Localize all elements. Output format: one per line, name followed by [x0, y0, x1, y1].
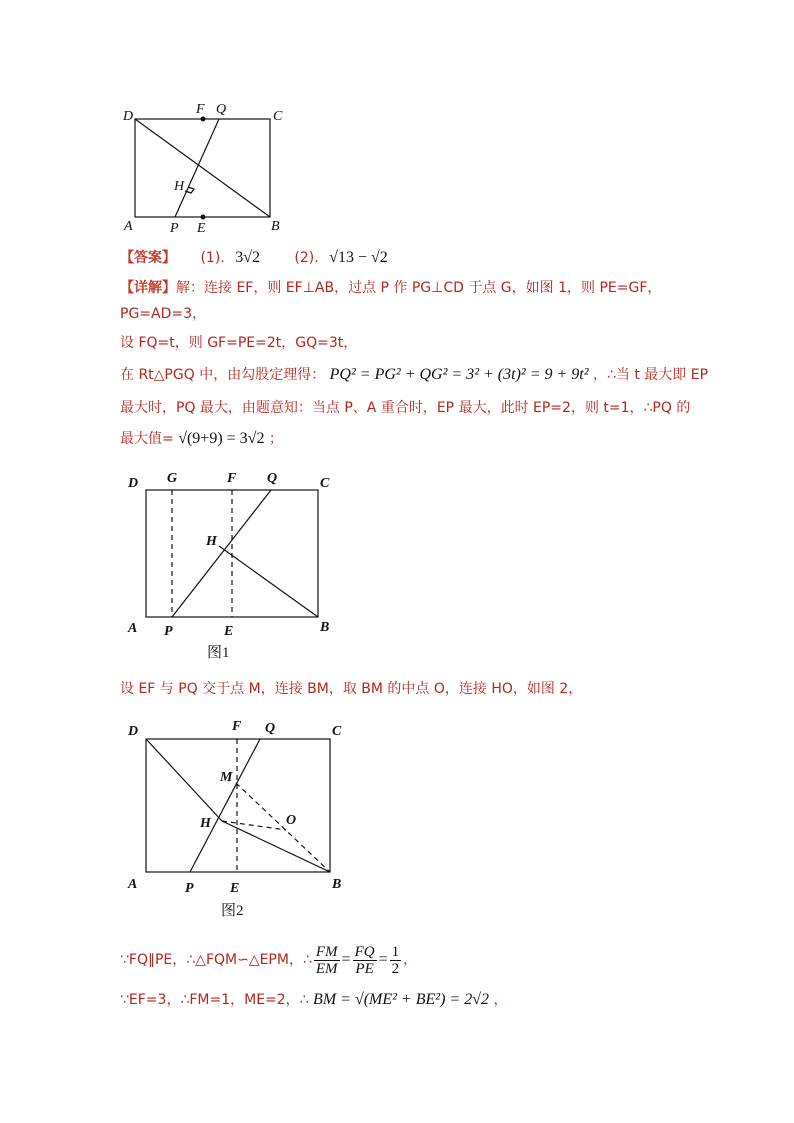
text-line-m: 设 EF 与 PQ 交于点 M，连接 BM，取 BM 的中点 O，连接 HO，如图 2， [120, 681, 583, 697]
fig2-label-a: A [128, 877, 138, 892]
similar-triangles-line: ∵FQ∥PE，∴△FQM∽△EPM，∴ $\frac{FM}{EM}$ = $\frac{FQ}{PE}$ = $\frac{1}{2}$ ， [120, 943, 418, 977]
frac1-denominator: EM [315, 960, 338, 977]
fig2-label-e: E [230, 881, 240, 896]
detail-text-1: 解：连接 EF，则 EF⊥AB，过点 P 作 PG⊥CD 于点 G，如图 1，则 PE=GF， [176, 280, 662, 296]
label-f: F [196, 102, 205, 117]
fig1-label-g: G [167, 471, 178, 486]
answer-part1-number: (1). [200, 250, 225, 266]
fig2-caption: 图2 [221, 903, 244, 919]
frac2-numerator: FQ [354, 943, 375, 960]
fig2-label-p: P [185, 881, 194, 896]
label-a: A [124, 219, 133, 234]
fraction-fq-pe [353, 944, 377, 977]
fig2-label-f: F [232, 719, 242, 734]
fig1-label-e: E [224, 624, 234, 639]
answer-line [120, 248, 388, 268]
bm-formula: BM = √(ME² + BE²) = 2√2 [313, 991, 489, 1008]
similar-text-pre: ∵FQ∥PE，∴△FQM∽△EPM，∴ [120, 952, 312, 968]
fig1-label-h: H [206, 534, 217, 549]
label-h: H [174, 179, 185, 194]
fig2-label-c: C [332, 724, 342, 739]
frac1-numerator: FM [315, 943, 338, 960]
pythagorean-formula: PQ² = PG² + QG² = 3² + (3t)² = 9 + 9t² [329, 366, 589, 383]
fig1-label-p: P [164, 624, 173, 639]
frac3-denominator: 2 [391, 960, 400, 977]
point-e [201, 215, 206, 220]
label-d: D [123, 109, 134, 124]
answer-bracket: 【答案】 [120, 250, 176, 266]
label-p: P [170, 221, 179, 236]
detail-text-6-post: ； [268, 431, 283, 447]
label-q: Q [216, 102, 227, 117]
detail-line-1 [120, 278, 661, 298]
bm-line [120, 990, 507, 1010]
similar-text-post: ， [403, 952, 418, 968]
detail-text-4-pre: 在 Rt△PGQ 中，由勾股定理得： [120, 367, 326, 383]
frac2-denominator: PE [355, 960, 374, 977]
figure-2 [120, 713, 360, 923]
detail-line-4 [120, 365, 708, 385]
point-f [201, 117, 206, 122]
fig2-rectangle [146, 739, 330, 872]
fig2-segment-dh [146, 739, 222, 821]
fig1-label-q: Q [267, 471, 278, 486]
fig1-segment-pq [172, 490, 271, 617]
segment-pq [175, 119, 219, 217]
detail-line-3: 设 FQ=t，则 GF=PE=2t，GQ=3t， [120, 335, 358, 351]
frac3-numerator: 1 [391, 943, 400, 960]
fig2-label-h: H [200, 816, 211, 831]
bm-text-pre: ∵EF=3，∴FM=1，ME=2，∴ [120, 992, 309, 1008]
answer-part2-number: (2). [294, 250, 319, 266]
detail-text-4-post: ，∴当 t 最大即 EP [592, 367, 709, 383]
answer-part2-value: √13 − √2 [329, 249, 388, 266]
fig2-segment-mb [236, 783, 330, 872]
fig2-label-m: M [220, 770, 233, 785]
fig2-label-o: O [286, 813, 297, 828]
fraction-fm-em [314, 944, 340, 977]
fig1-label-b: B [320, 620, 330, 635]
detail-line-5: 最大时，PQ 最大，由题意知：当点 P、A 重合时，EP 最大，此时 EP=2，则 t=1，∴PQ 的 [120, 400, 691, 416]
figure-top [118, 98, 298, 238]
detail-bracket: 【详解】 [120, 280, 176, 296]
figure-1 [120, 465, 350, 665]
detail-text-6-pre: 最大值= [120, 431, 174, 447]
fig1-segment-hb [219, 546, 318, 617]
bm-text-post: ， [493, 992, 508, 1008]
fig1-label-a: A [128, 621, 138, 636]
fig2-label-b: B [332, 877, 342, 892]
label-c: C [273, 109, 283, 124]
label-b: B [271, 219, 280, 234]
detail-line-2: PG=AD=3， [120, 306, 207, 322]
fig2-label-d: D [128, 724, 139, 739]
fig1-label-d: D [128, 476, 139, 491]
fig1-label-f: F [227, 471, 237, 486]
max-value-formula: √(9+9) = 3√2 [178, 430, 265, 447]
fig2-label-q: Q [265, 721, 276, 736]
fig2-segment-pq [190, 739, 260, 872]
fig1-caption: 图1 [207, 645, 230, 661]
fig1-label-c: C [320, 476, 330, 491]
label-e: E [197, 221, 206, 236]
segment-db [135, 119, 270, 217]
detail-line-6 [120, 429, 283, 449]
fraction-one-half [390, 944, 402, 977]
answer-part1-value: 3√2 [235, 249, 260, 266]
